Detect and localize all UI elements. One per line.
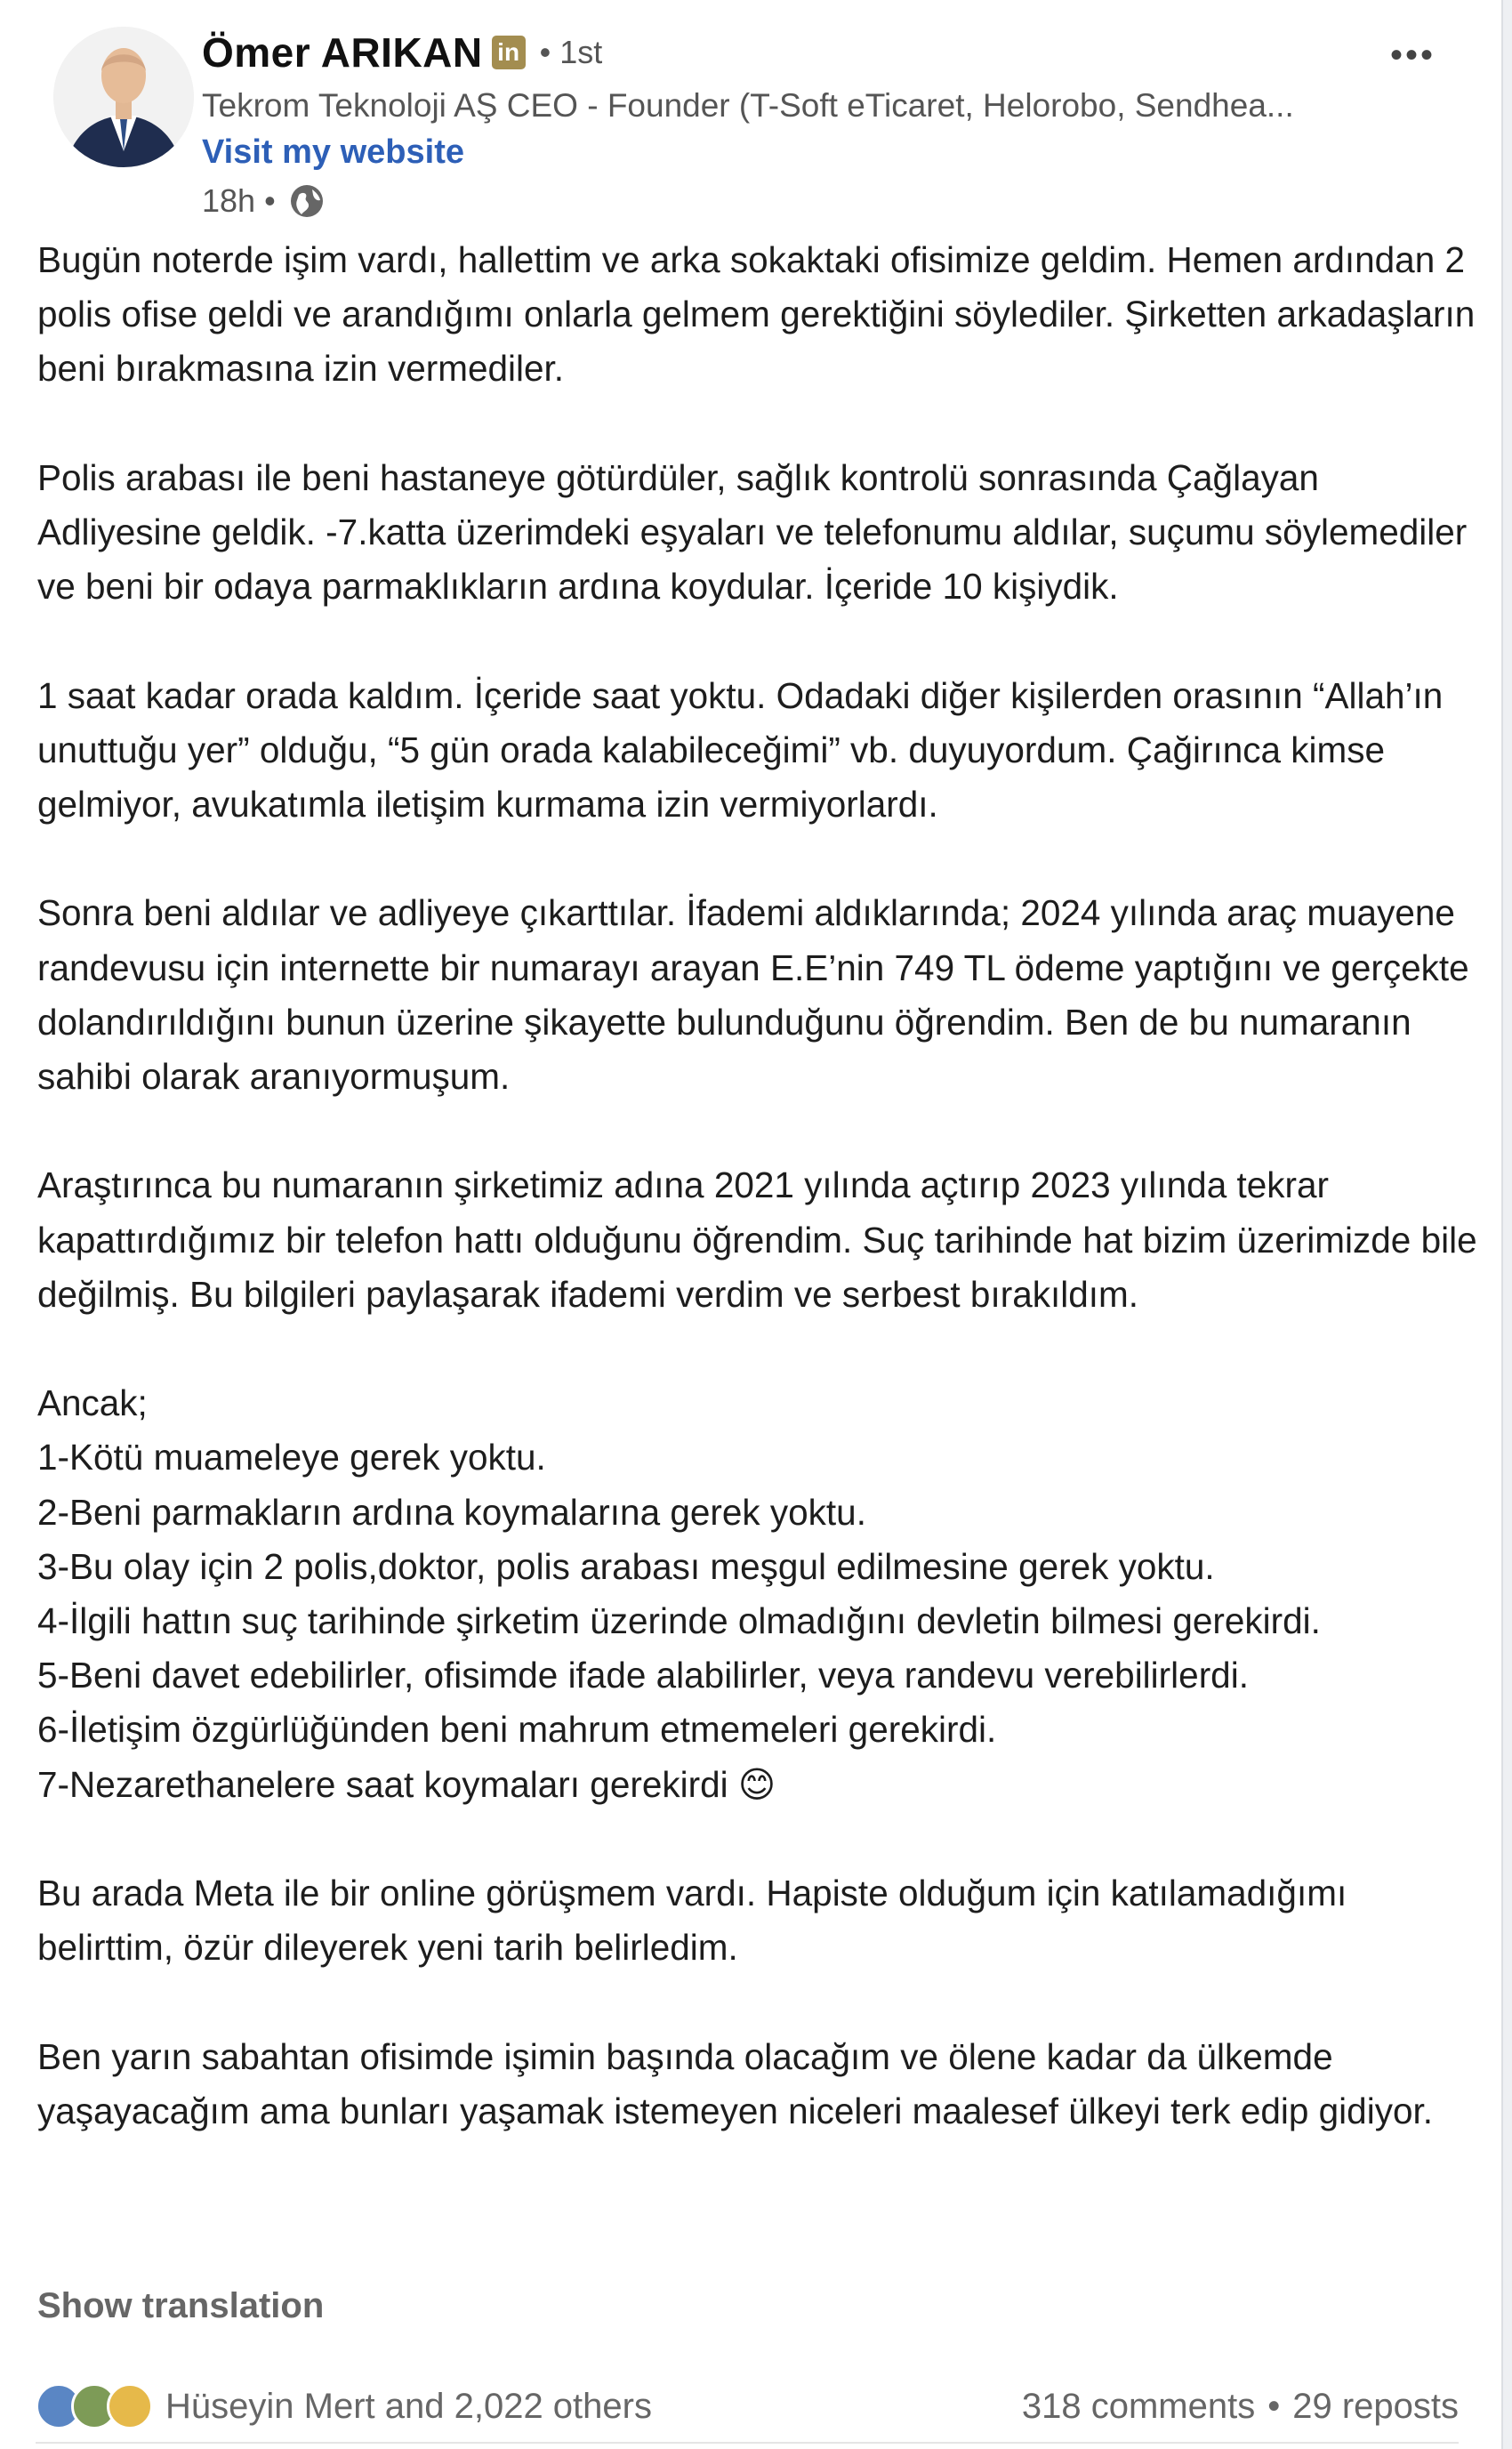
visit-website-link[interactable]: Visit my website <box>202 133 464 171</box>
engagement-counts <box>1022 2387 1459 2427</box>
reaction-icons[interactable] <box>36 2383 142 2429</box>
comments-count[interactable]: 318 comments <box>1021 2386 1256 2426</box>
show-translation-button[interactable]: Show translation <box>37 2286 325 2325</box>
author-meta <box>202 27 1358 220</box>
linkedin-icon: in <box>492 36 526 69</box>
post-paragraph: Bu arada Meta ile bir online görüşmem vardı. Hapiste olduğum için katılamadığımı belirttim, özür dileyerek yeni tarih belirledim. <box>37 1873 1347 1969</box>
reposts-count[interactable]: 29 reposts <box>1292 2386 1459 2426</box>
globe-icon <box>288 182 326 220</box>
post-paragraph: Ben yarın sabahtan ofisimde işimin başında olacağım ve ölene kadar da ülkemde yaşayacağım ama bunları yaşamak istemeyen niceleri maalesef ülkeyi terk edip gidiyor. <box>37 2035 1433 2131</box>
post-paragraph: Araştırınca bu numaranın şirketimiz adına 2021 yılında açtırıp 2023 yılında tekrar kapattırdığımız bir telefon hattı olduğunu öğrendim. Suç tarihinde hat bizim üzerimizde bile değilmiş. Bu bilgileri paylaşarak ifademi verdim ve serbest bırakıldım. <box>37 1164 1477 1315</box>
avatar[interactable] <box>53 27 194 167</box>
post-paragraph: Sonra beni aldılar ve adliyeye çıkarttılar. İfademi aldıklarında; 2024 yılında araç muayene randevusu için internette bir numarayı arayan E.E’nin 749 TL ödeme yaptığını ve gerçekte dolandırıldığını bunun üzerine şikayette bulunduğunu öğrendim. Ben de bu numaranın sahibi olarak aranıyormuşum. <box>37 892 1469 1097</box>
post-header <box>36 27 1459 231</box>
post-paragraph: Polis arabası ile beni hastaneye götürdüler, sağlık kontrolü sonrasında Çağlayan Adliyesine geldik. -7.katta üzerimdeki eşyaları ve telefonumu aldılar, suçumu söylemediler ve beni bir odaya parmaklıkların ardına koydular. İçeride 10 kişiydik. <box>37 456 1468 608</box>
author-headline: Tekrom Teknoloji AŞ CEO - Founder (T-Soft eTicaret, Helorobo, Sendhea... <box>202 87 1294 124</box>
post-time: 18h • <box>202 182 276 219</box>
separator: • <box>1267 2386 1281 2426</box>
post-list: Ancak; 1-Kötü muameleye gerek yoktu. 2-Beni parmakların ardına koymalarına gerek yoktu. 3-Bu olay için 2 polis,doktor, polis arabası meşgul edilmesine gerek yoktu. 4-İlgili hattın suç tarihinde şirketim üzerinde olmadığını devletin bilmesi gerekirdi. 5-Beni davet edebilirler, ofisimde ifade alabilirler, veya randevu verebilirlerdi. 6-İletişim özgürlüğünden beni mahrum etmemeleri gerekirdi. 7-Nezarethanelere saat koymaları gerekirdi 😊 <box>37 1382 1321 1805</box>
post-paragraph: Bugün noterde işim vardı, hallettim ve arka sokaktaki ofisimize geldim. Hemen ardından 2 polis ofise geldi ve arandığımı onlarla gelmem gerektiğini söylediler. Şirketten arkadaşların beni bırakmasına izin vermediler. <box>37 239 1476 390</box>
divider <box>36 2442 1459 2444</box>
window-edge <box>1501 0 1512 2449</box>
connection-degree: • 1st <box>539 34 603 70</box>
author-name[interactable]: Ömer ARIKAN <box>202 29 483 76</box>
post-paragraph: 1 saat kadar orada kaldım. İçeride saat yoktu. Odadaki diğer kişilerden orasının “Allah’ın unuttuğu yer” olduğu, “5 gün orada kalabileceğimi” vb. duyuyordum. Çağirınca kimse gelmiyor, avukatımla iletişim kurmama izin vermiyorlardı. <box>37 674 1444 825</box>
insightful-icon <box>107 2383 153 2429</box>
post-body <box>37 233 1478 2139</box>
more-options-icon[interactable]: ••• <box>1389 36 1436 75</box>
social-bar <box>36 2375 1459 2437</box>
reactions-count[interactable]: Hüseyin Mert and 2,022 others <box>165 2386 652 2426</box>
